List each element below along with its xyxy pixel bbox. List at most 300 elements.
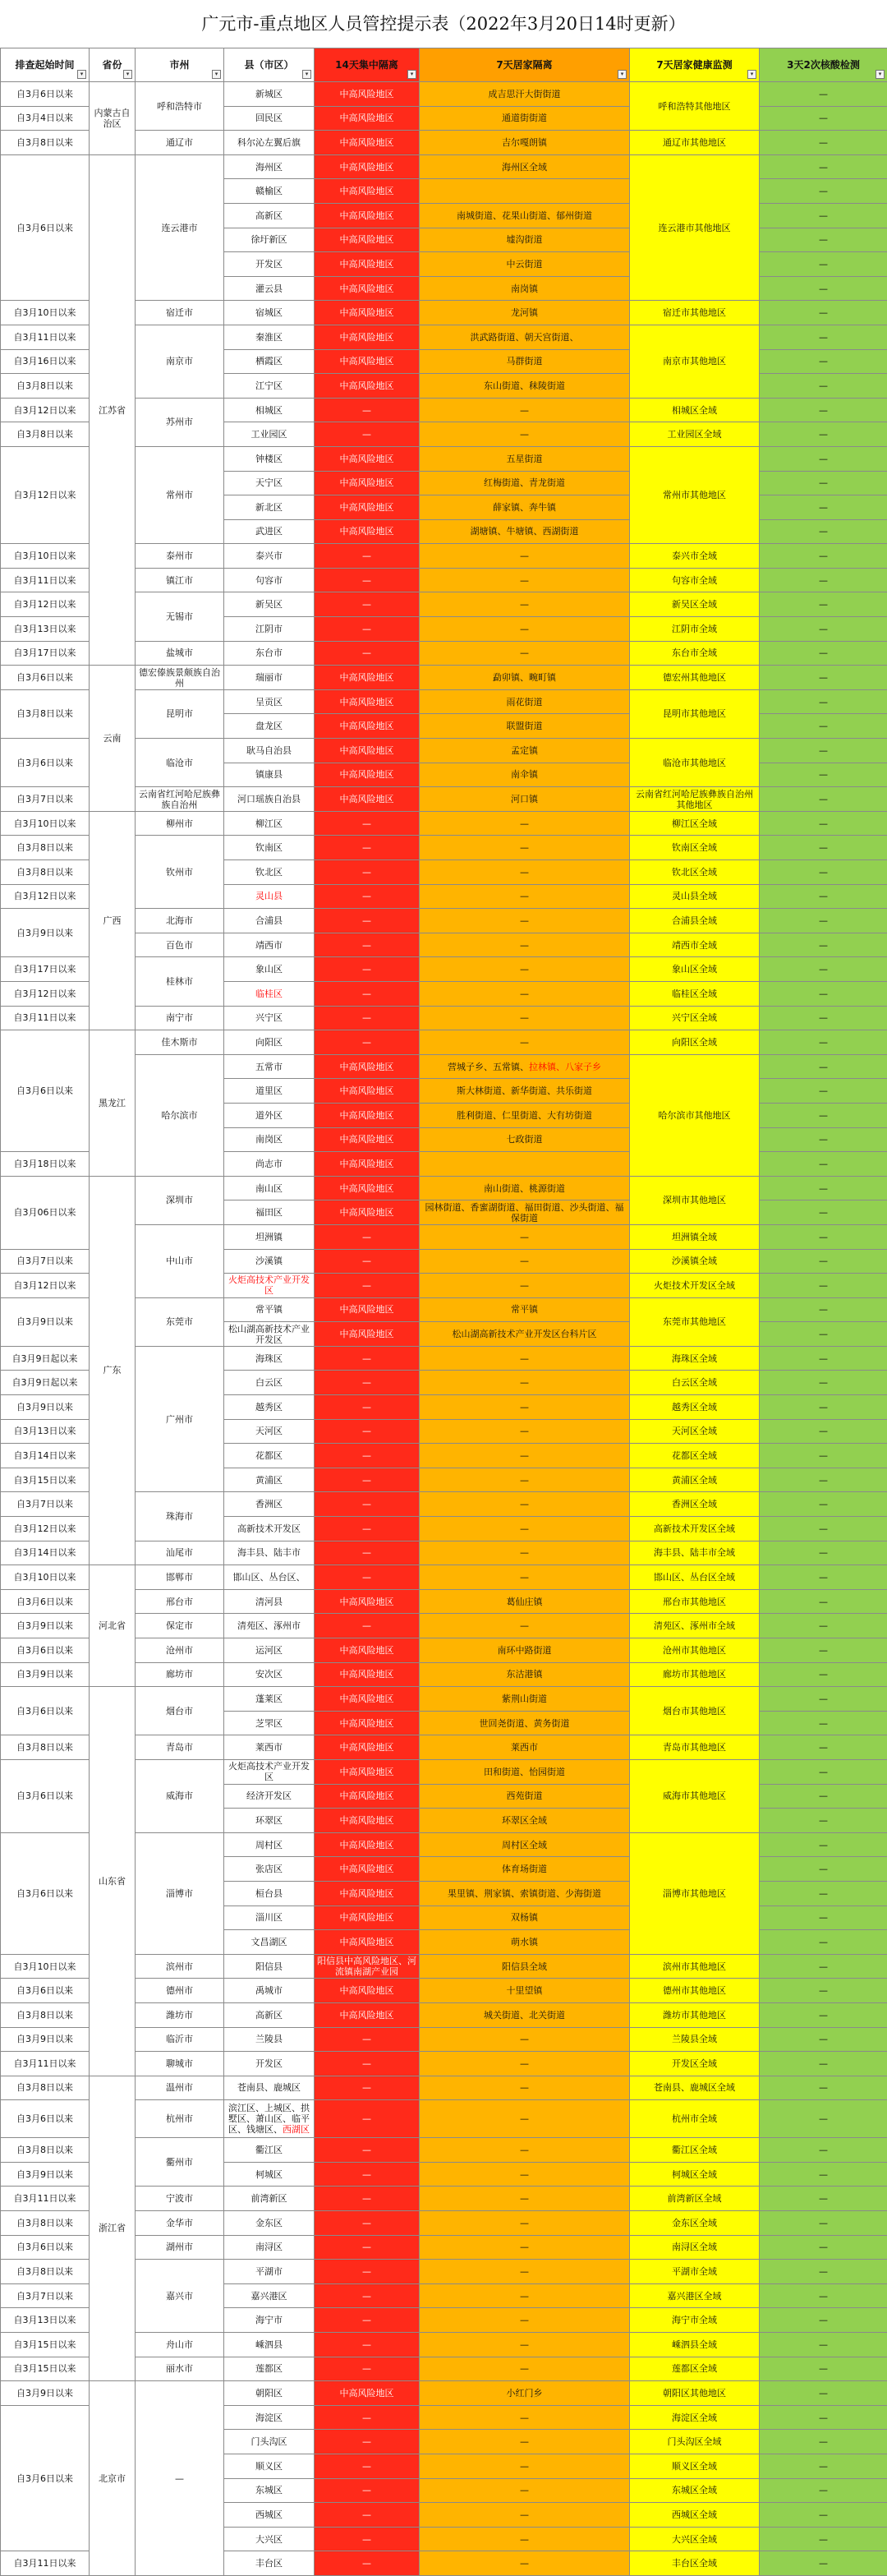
health7-cell[interactable]: 白云区全域 bbox=[630, 1371, 760, 1395]
home7-cell[interactable]: 洪武路街道、朝天宫街道、 bbox=[420, 325, 630, 349]
iso14-cell[interactable]: 中高风险地区 bbox=[315, 1711, 420, 1735]
nat-cell[interactable]: — bbox=[760, 811, 887, 836]
iso14-cell[interactable]: 中高风险地区 bbox=[315, 374, 420, 399]
city-cell[interactable]: 昆明市 bbox=[136, 689, 224, 738]
county-cell[interactable]: 灵山县 bbox=[224, 884, 315, 909]
iso14-cell[interactable]: — bbox=[315, 2308, 420, 2333]
nat-cell[interactable]: — bbox=[760, 1322, 887, 1347]
home7-cell[interactable]: — bbox=[420, 2162, 630, 2187]
home7-cell[interactable]: 薛家镇、奔牛镇 bbox=[420, 495, 630, 520]
iso14-cell[interactable]: 中高风险地区 bbox=[315, 349, 420, 374]
county-cell[interactable]: 香洲区 bbox=[224, 1492, 315, 1517]
nat-cell[interactable]: — bbox=[760, 2283, 887, 2308]
county-cell[interactable]: 海淀区 bbox=[224, 2405, 315, 2430]
start-date-cell[interactable]: 自3月8日以来 bbox=[1, 2002, 90, 2027]
iso14-cell[interactable]: — bbox=[315, 811, 420, 836]
nat-cell[interactable]: — bbox=[760, 860, 887, 885]
iso14-cell[interactable]: 中高风险地区 bbox=[315, 228, 420, 252]
home7-cell[interactable]: 世回尧街道、黄务街道 bbox=[420, 1711, 630, 1735]
city-cell[interactable]: 沧州市 bbox=[136, 1638, 224, 1663]
county-cell[interactable]: 邯山区、丛台区、 bbox=[224, 1565, 315, 1590]
county-cell[interactable]: 海珠区 bbox=[224, 1346, 315, 1371]
health7-cell[interactable]: 淄博市其他地区 bbox=[630, 1832, 760, 1954]
start-date-cell[interactable]: 自3月12日以来 bbox=[1, 981, 90, 1006]
start-date-cell[interactable]: 自3月6日以来 bbox=[1, 1638, 90, 1663]
start-date-cell[interactable]: 自3月06日以来 bbox=[1, 1176, 90, 1249]
start-date-cell[interactable]: 自3月16日以来 bbox=[1, 349, 90, 374]
home7-cell[interactable] bbox=[420, 179, 630, 204]
iso14-cell[interactable]: — bbox=[315, 2100, 420, 2138]
health7-cell[interactable]: 黄浦区全域 bbox=[630, 1468, 760, 1492]
county-cell[interactable]: 西城区 bbox=[224, 2503, 315, 2528]
county-cell[interactable]: 顺义区 bbox=[224, 2454, 315, 2479]
city-cell[interactable]: 呼和浩特市 bbox=[136, 82, 224, 131]
city-cell[interactable]: 邯郸市 bbox=[136, 1565, 224, 1590]
start-date-cell[interactable]: 自3月7日以来 bbox=[1, 1492, 90, 1517]
health7-cell[interactable]: 香洲区全域 bbox=[630, 1492, 760, 1517]
nat-cell[interactable]: — bbox=[760, 2357, 887, 2381]
health7-cell[interactable]: 越秀区全域 bbox=[630, 1395, 760, 1420]
iso14-cell[interactable]: 中高风险地区 bbox=[315, 1176, 420, 1200]
home7-cell[interactable]: — bbox=[420, 568, 630, 592]
county-cell[interactable]: 镇康县 bbox=[224, 763, 315, 787]
start-date-cell[interactable]: 自3月15日以来 bbox=[1, 1468, 90, 1492]
nat-cell[interactable]: — bbox=[760, 471, 887, 495]
home7-cell[interactable]: — bbox=[420, 2211, 630, 2236]
home7-cell[interactable]: — bbox=[420, 2308, 630, 2333]
nat-cell[interactable]: — bbox=[760, 1127, 887, 1152]
start-date-cell[interactable]: 自3月13日以来 bbox=[1, 1419, 90, 1444]
county-cell[interactable]: 松山湖高新技术产业开发区 bbox=[224, 1322, 315, 1347]
nat-cell[interactable]: — bbox=[760, 2052, 887, 2076]
health7-cell[interactable]: 泰兴市全域 bbox=[630, 544, 760, 569]
city-cell[interactable]: 北海市 bbox=[136, 909, 224, 933]
city-cell[interactable]: 滨州市 bbox=[136, 1954, 224, 1979]
start-date-cell[interactable]: 自3月9日以来 bbox=[1, 2027, 90, 2052]
nat-cell[interactable]: — bbox=[760, 1881, 887, 1906]
home7-cell[interactable] bbox=[420, 1152, 630, 1177]
city-cell[interactable]: 盐城市 bbox=[136, 641, 224, 666]
nat-cell[interactable]: — bbox=[760, 2405, 887, 2430]
iso14-cell[interactable]: — bbox=[315, 884, 420, 909]
nat-cell[interactable]: — bbox=[760, 422, 887, 447]
home7-cell[interactable]: — bbox=[420, 933, 630, 957]
health7-cell[interactable]: 昆明市其他地区 bbox=[630, 689, 760, 738]
home7-cell[interactable]: — bbox=[420, 2527, 630, 2551]
health7-cell[interactable]: 兴宁区全域 bbox=[630, 1006, 760, 1030]
start-date-cell[interactable]: 自3月8日以来 bbox=[1, 374, 90, 399]
city-cell[interactable]: 广州市 bbox=[136, 1346, 224, 1492]
home7-cell[interactable]: 松山湖高新技术产业开发区台科片区 bbox=[420, 1322, 630, 1347]
home7-cell[interactable]: — bbox=[420, 592, 630, 617]
health7-cell[interactable]: 前湾新区全域 bbox=[630, 2187, 760, 2211]
home7-cell[interactable]: 园林街道、香蜜湖街道、福田街道、沙头街道、福保街道 bbox=[420, 1200, 630, 1225]
nat-cell[interactable]: — bbox=[760, 787, 887, 812]
start-date-cell[interactable]: 自3月6日以来 bbox=[1, 2235, 90, 2260]
iso14-cell[interactable]: — bbox=[315, 1249, 420, 1274]
header-nat[interactable]: 3天2次核酸检测 ▾ bbox=[760, 48, 887, 82]
home7-cell[interactable]: 体育场街道 bbox=[420, 1857, 630, 1882]
iso14-cell[interactable]: — bbox=[315, 2235, 420, 2260]
home7-cell[interactable]: — bbox=[420, 1517, 630, 1541]
iso14-cell[interactable]: 中高风险地区 bbox=[315, 446, 420, 471]
province-cell[interactable]: 黑龙江 bbox=[90, 1030, 136, 1177]
start-date-cell[interactable]: 自3月6日以来 bbox=[1, 1832, 90, 1954]
city-cell[interactable]: 邢台市 bbox=[136, 1589, 224, 1614]
health7-cell[interactable]: 江阴市全域 bbox=[630, 617, 760, 642]
nat-cell[interactable]: — bbox=[760, 1638, 887, 1663]
iso14-cell[interactable]: 中高风险地区 bbox=[315, 1589, 420, 1614]
city-cell[interactable]: 宁波市 bbox=[136, 2187, 224, 2211]
county-cell[interactable]: 滨江区、上城区、拱墅区、萧山区、临平区、钱塘区、西湖区 bbox=[224, 2100, 315, 2138]
home7-cell[interactable]: — bbox=[420, 641, 630, 666]
home7-cell[interactable]: 成吉思汗大街街道 bbox=[420, 82, 630, 107]
city-cell[interactable]: 汕尾市 bbox=[136, 1541, 224, 1565]
header-start-date[interactable]: 排查起始时间 ▾ bbox=[1, 48, 90, 82]
home7-cell[interactable]: 勐卯镇、畹町镇 bbox=[420, 666, 630, 690]
county-cell[interactable]: 新吴区 bbox=[224, 592, 315, 617]
nat-cell[interactable]: — bbox=[760, 763, 887, 787]
iso14-cell[interactable]: 中高风险地区 bbox=[315, 763, 420, 787]
health7-cell[interactable]: 东城区全域 bbox=[630, 2478, 760, 2503]
home7-cell[interactable]: — bbox=[420, 398, 630, 422]
iso14-cell[interactable]: 中高风险地区 bbox=[315, 301, 420, 325]
county-cell[interactable]: 尚志市 bbox=[224, 1152, 315, 1177]
iso14-cell[interactable]: 中高风险地区 bbox=[315, 1638, 420, 1663]
iso14-cell[interactable]: 中高风险地区 bbox=[315, 131, 420, 155]
iso14-cell[interactable]: 中高风险地区 bbox=[315, 471, 420, 495]
home7-cell[interactable]: — bbox=[420, 1006, 630, 1030]
nat-cell[interactable]: — bbox=[760, 1395, 887, 1420]
iso14-cell[interactable]: 中高风险地区 bbox=[315, 325, 420, 349]
iso14-cell[interactable]: 中高风险地区 bbox=[315, 1297, 420, 1322]
health7-cell[interactable]: 杭州市全域 bbox=[630, 2100, 760, 2138]
home7-cell[interactable]: — bbox=[420, 2187, 630, 2211]
health7-cell[interactable]: 丰台区全域 bbox=[630, 2551, 760, 2576]
county-cell[interactable]: 江阴市 bbox=[224, 617, 315, 642]
home7-cell[interactable]: — bbox=[420, 1541, 630, 1565]
iso14-cell[interactable]: 中高风险地区 bbox=[315, 1881, 420, 1906]
nat-cell[interactable]: — bbox=[760, 1735, 887, 1760]
home7-cell[interactable]: — bbox=[420, 1419, 630, 1444]
city-cell[interactable]: 无锡市 bbox=[136, 592, 224, 641]
county-cell[interactable]: 平湖市 bbox=[224, 2260, 315, 2284]
county-cell[interactable]: 阳信县 bbox=[224, 1954, 315, 1979]
city-cell[interactable]: 云南省红河哈尼族彝族自治州 bbox=[136, 787, 224, 812]
nat-cell[interactable]: — bbox=[760, 374, 887, 399]
home7-cell[interactable]: — bbox=[420, 1030, 630, 1055]
county-cell[interactable]: 前湾新区 bbox=[224, 2187, 315, 2211]
iso14-cell[interactable]: 中高风险地区 bbox=[315, 252, 420, 277]
county-cell[interactable]: 武进区 bbox=[224, 519, 315, 544]
iso14-cell[interactable]: — bbox=[315, 1565, 420, 1590]
home7-cell[interactable]: — bbox=[420, 617, 630, 642]
nat-cell[interactable]: — bbox=[760, 131, 887, 155]
city-cell[interactable]: 钦州市 bbox=[136, 836, 224, 909]
nat-cell[interactable]: — bbox=[760, 1030, 887, 1055]
home7-cell[interactable]: — bbox=[420, 2076, 630, 2100]
city-cell[interactable]: 常州市 bbox=[136, 446, 224, 543]
city-cell[interactable]: 廊坊市 bbox=[136, 1662, 224, 1687]
filter-dropdown-icon[interactable]: ▾ bbox=[747, 70, 756, 79]
home7-cell[interactable]: — bbox=[420, 1249, 630, 1274]
health7-cell[interactable]: 临桂区全域 bbox=[630, 981, 760, 1006]
nat-cell[interactable]: — bbox=[760, 2551, 887, 2576]
start-date-cell[interactable]: 自3月6日以来 bbox=[1, 1759, 90, 1832]
health7-cell[interactable]: 深圳市其他地区 bbox=[630, 1176, 760, 1224]
start-date-cell[interactable]: 自3月7日以来 bbox=[1, 2283, 90, 2308]
county-cell[interactable]: 南浔区 bbox=[224, 2235, 315, 2260]
iso14-cell[interactable]: 中高风险地区 bbox=[315, 1857, 420, 1882]
county-cell[interactable]: 蓬莱区 bbox=[224, 1687, 315, 1712]
start-date-cell[interactable]: 自3月9日以来 bbox=[1, 1614, 90, 1638]
home7-cell[interactable]: — bbox=[420, 2027, 630, 2052]
iso14-cell[interactable]: 中高风险地区 bbox=[315, 1735, 420, 1760]
county-cell[interactable]: 嘉兴港区 bbox=[224, 2283, 315, 2308]
city-cell[interactable]: 苏州市 bbox=[136, 398, 224, 446]
home7-cell[interactable]: 斯大林街道、新华街道、共乐街道 bbox=[420, 1079, 630, 1104]
nat-cell[interactable]: — bbox=[760, 1200, 887, 1225]
start-date-cell[interactable]: 自3月13日以来 bbox=[1, 617, 90, 642]
county-cell[interactable]: 合浦县 bbox=[224, 909, 315, 933]
county-cell[interactable]: 天宁区 bbox=[224, 471, 315, 495]
start-date-cell[interactable]: 自3月9日以来 bbox=[1, 1395, 90, 1420]
header-home7[interactable]: 7天居家隔离 ▾ bbox=[420, 48, 630, 82]
nat-cell[interactable]: — bbox=[760, 1152, 887, 1177]
iso14-cell[interactable]: — bbox=[315, 544, 420, 569]
home7-cell[interactable]: 阳信县全域 bbox=[420, 1954, 630, 1979]
county-cell[interactable]: 朝阳区 bbox=[224, 2381, 315, 2406]
home7-cell[interactable]: — bbox=[420, 1492, 630, 1517]
start-date-cell[interactable]: 自3月8日以来 bbox=[1, 2076, 90, 2100]
health7-cell[interactable]: 天河区全域 bbox=[630, 1419, 760, 1444]
home7-cell[interactable]: 东山街道、秣陵街道 bbox=[420, 374, 630, 399]
county-cell[interactable]: 清河县 bbox=[224, 1589, 315, 1614]
nat-cell[interactable]: — bbox=[760, 2002, 887, 2027]
county-cell[interactable]: 兴宁区 bbox=[224, 1006, 315, 1030]
iso14-cell[interactable]: — bbox=[315, 398, 420, 422]
iso14-cell[interactable]: — bbox=[315, 2503, 420, 2528]
home7-cell[interactable]: — bbox=[420, 836, 630, 860]
health7-cell[interactable]: 顺义区全域 bbox=[630, 2454, 760, 2479]
county-cell[interactable]: 海州区 bbox=[224, 154, 315, 179]
city-cell[interactable]: 南京市 bbox=[136, 325, 224, 398]
county-cell[interactable]: 花都区 bbox=[224, 1444, 315, 1468]
start-date-cell[interactable]: 自3月9日以来 bbox=[1, 2162, 90, 2187]
county-cell[interactable]: 沙溪镇 bbox=[224, 1249, 315, 1274]
county-cell[interactable]: 淄川区 bbox=[224, 1906, 315, 1930]
county-cell[interactable]: 宿城区 bbox=[224, 301, 315, 325]
county-cell[interactable]: 文昌湖区 bbox=[224, 1930, 315, 1955]
start-date-cell[interactable]: 自3月10日以来 bbox=[1, 301, 90, 325]
health7-cell[interactable]: 哈尔滨市其他地区 bbox=[630, 1054, 760, 1176]
iso14-cell[interactable]: 中高风险地区 bbox=[315, 1979, 420, 2003]
filter-dropdown-icon[interactable]: ▾ bbox=[123, 70, 132, 79]
start-date-cell[interactable]: 自3月11日以来 bbox=[1, 2052, 90, 2076]
health7-cell[interactable]: 嘉兴港区全域 bbox=[630, 2283, 760, 2308]
county-cell[interactable]: 安次区 bbox=[224, 1662, 315, 1687]
iso14-cell[interactable]: — bbox=[315, 1468, 420, 1492]
iso14-cell[interactable]: — bbox=[315, 836, 420, 860]
county-cell[interactable]: 科尔沁左翼后旗 bbox=[224, 131, 315, 155]
county-cell[interactable]: 桓台县 bbox=[224, 1881, 315, 1906]
iso14-cell[interactable]: 中高风险地区 bbox=[315, 154, 420, 179]
home7-cell[interactable]: 孟定镇 bbox=[420, 739, 630, 763]
iso14-cell[interactable]: — bbox=[315, 1224, 420, 1249]
start-date-cell[interactable]: 自3月12日以来 bbox=[1, 884, 90, 909]
start-date-cell[interactable]: 自3月11日以来 bbox=[1, 2187, 90, 2211]
city-cell[interactable]: 丽水市 bbox=[136, 2357, 224, 2381]
county-cell[interactable]: 坦洲镇 bbox=[224, 1224, 315, 1249]
health7-cell[interactable]: 柯城区全域 bbox=[630, 2162, 760, 2187]
city-cell[interactable]: 保定市 bbox=[136, 1614, 224, 1638]
county-cell[interactable]: 钦南区 bbox=[224, 836, 315, 860]
city-cell[interactable]: 东莞市 bbox=[136, 1297, 224, 1346]
home7-cell[interactable]: — bbox=[420, 2430, 630, 2454]
county-cell[interactable]: 句容市 bbox=[224, 568, 315, 592]
health7-cell[interactable]: 常州市其他地区 bbox=[630, 446, 760, 543]
iso14-cell[interactable]: 中高风险地区 bbox=[315, 1662, 420, 1687]
iso14-cell[interactable]: 中高风险地区 bbox=[315, 714, 420, 739]
county-cell[interactable]: 高新区 bbox=[224, 203, 315, 228]
home7-cell[interactable]: 联盟街道 bbox=[420, 714, 630, 739]
home7-cell[interactable]: — bbox=[420, 2478, 630, 2503]
city-cell[interactable]: 临沧市 bbox=[136, 739, 224, 787]
health7-cell[interactable]: 临沧市其他地区 bbox=[630, 739, 760, 787]
county-cell[interactable]: 向阳区 bbox=[224, 1030, 315, 1055]
nat-cell[interactable]: — bbox=[760, 1297, 887, 1322]
iso14-cell[interactable]: — bbox=[315, 2430, 420, 2454]
county-cell[interactable]: 苍南县、鹿城区 bbox=[224, 2076, 315, 2100]
health7-cell[interactable]: 连云港市其他地区 bbox=[630, 154, 760, 301]
county-cell[interactable]: 柯城区 bbox=[224, 2162, 315, 2187]
county-cell[interactable]: 高新区 bbox=[224, 2002, 315, 2027]
province-cell[interactable]: 广西 bbox=[90, 811, 136, 1030]
iso14-cell[interactable]: — bbox=[315, 2076, 420, 2100]
header-county[interactable]: 县（市区） ▾ bbox=[224, 48, 315, 82]
county-cell[interactable]: 大兴区 bbox=[224, 2527, 315, 2551]
iso14-cell[interactable]: — bbox=[315, 2138, 420, 2163]
county-cell[interactable]: 清苑区、涿州市 bbox=[224, 1614, 315, 1638]
nat-cell[interactable]: — bbox=[760, 1492, 887, 1517]
home7-cell[interactable]: 十里望镇 bbox=[420, 1979, 630, 2003]
start-date-cell[interactable]: 自3月7日以来 bbox=[1, 787, 90, 812]
start-date-cell[interactable]: 自3月6日以来 bbox=[1, 1030, 90, 1152]
home7-cell[interactable]: — bbox=[420, 1224, 630, 1249]
city-cell[interactable]: 连云港市 bbox=[136, 154, 224, 301]
home7-cell[interactable]: — bbox=[420, 2454, 630, 2479]
home7-cell[interactable]: — bbox=[420, 2357, 630, 2381]
county-cell[interactable]: 衢江区 bbox=[224, 2138, 315, 2163]
county-cell[interactable]: 呈贡区 bbox=[224, 689, 315, 714]
start-date-cell[interactable]: 自3月6日以来 bbox=[1, 739, 90, 787]
nat-cell[interactable]: — bbox=[760, 1954, 887, 1979]
iso14-cell[interactable]: — bbox=[315, 1274, 420, 1298]
health7-cell[interactable]: 朝阳区其他地区 bbox=[630, 2381, 760, 2406]
county-cell[interactable]: 金东区 bbox=[224, 2211, 315, 2236]
county-cell[interactable]: 赣榆区 bbox=[224, 179, 315, 204]
start-date-cell[interactable]: 自3月6日以来 bbox=[1, 82, 90, 107]
city-cell[interactable]: 温州市 bbox=[136, 2076, 224, 2100]
home7-cell[interactable]: — bbox=[420, 1371, 630, 1395]
health7-cell[interactable]: 西城区全域 bbox=[630, 2503, 760, 2528]
start-date-cell[interactable]: 自3月11日以来 bbox=[1, 568, 90, 592]
home7-cell[interactable]: 萌水镇 bbox=[420, 1930, 630, 1955]
nat-cell[interactable]: — bbox=[760, 1249, 887, 1274]
nat-cell[interactable]: — bbox=[760, 2454, 887, 2479]
city-cell[interactable]: 青岛市 bbox=[136, 1735, 224, 1760]
city-cell[interactable]: 杭州市 bbox=[136, 2100, 224, 2138]
home7-cell[interactable]: — bbox=[420, 2551, 630, 2576]
county-cell[interactable]: 周村区 bbox=[224, 1832, 315, 1857]
county-cell[interactable]: 白云区 bbox=[224, 1371, 315, 1395]
start-date-cell[interactable]: 自3月9日以来 bbox=[1, 2381, 90, 2406]
county-cell[interactable]: 钟楼区 bbox=[224, 446, 315, 471]
home7-cell[interactable]: — bbox=[420, 909, 630, 933]
start-date-cell[interactable]: 自3月7日以来 bbox=[1, 1249, 90, 1274]
county-cell[interactable]: 相城区 bbox=[224, 398, 315, 422]
county-cell[interactable]: 海宁市 bbox=[224, 2308, 315, 2333]
home7-cell[interactable]: 环翠区全域 bbox=[420, 1809, 630, 1833]
county-cell[interactable]: 五常市 bbox=[224, 1054, 315, 1079]
iso14-cell[interactable]: — bbox=[315, 568, 420, 592]
nat-cell[interactable]: — bbox=[760, 1006, 887, 1030]
county-cell[interactable]: 高新技术开发区 bbox=[224, 1517, 315, 1541]
header-iso14[interactable]: 14天集中隔离 ▾ bbox=[315, 48, 420, 82]
iso14-cell[interactable]: — bbox=[315, 422, 420, 447]
iso14-cell[interactable]: — bbox=[315, 2187, 420, 2211]
iso14-cell[interactable]: — bbox=[315, 1371, 420, 1395]
start-date-cell[interactable]: 自3月10日以来 bbox=[1, 544, 90, 569]
start-date-cell[interactable]: 自3月6日以来 bbox=[1, 1979, 90, 2003]
city-cell[interactable]: 金华市 bbox=[136, 2211, 224, 2236]
county-cell[interactable]: 临桂区 bbox=[224, 981, 315, 1006]
health7-cell[interactable]: 威海市其他地区 bbox=[630, 1759, 760, 1832]
iso14-cell[interactable]: — bbox=[315, 981, 420, 1006]
county-cell[interactable]: 张店区 bbox=[224, 1857, 315, 1882]
start-date-cell[interactable]: 自3月8日以来 bbox=[1, 836, 90, 860]
home7-cell[interactable]: 龙河镇 bbox=[420, 301, 630, 325]
nat-cell[interactable]: — bbox=[760, 495, 887, 520]
county-cell[interactable]: 运河区 bbox=[224, 1638, 315, 1663]
city-cell[interactable]: 哈尔滨市 bbox=[136, 1054, 224, 1176]
home7-cell[interactable]: — bbox=[420, 2333, 630, 2357]
home7-cell[interactable]: 河口镇 bbox=[420, 787, 630, 812]
filter-dropdown-icon[interactable]: ▾ bbox=[212, 70, 221, 79]
iso14-cell[interactable]: 中高风险地区 bbox=[315, 1784, 420, 1809]
county-cell[interactable]: 天河区 bbox=[224, 1419, 315, 1444]
iso14-cell[interactable]: 中高风险地区 bbox=[315, 276, 420, 301]
health7-cell[interactable]: 沙溪镇全域 bbox=[630, 1249, 760, 1274]
home7-cell[interactable]: 常平镇 bbox=[420, 1297, 630, 1322]
county-cell[interactable]: 道里区 bbox=[224, 1079, 315, 1104]
county-cell[interactable]: 泰兴市 bbox=[224, 544, 315, 569]
county-cell[interactable]: 河口瑶族自治县 bbox=[224, 787, 315, 812]
county-cell[interactable]: 钦北区 bbox=[224, 860, 315, 885]
iso14-cell[interactable]: 中高风险地区 bbox=[315, 1906, 420, 1930]
city-cell[interactable]: 聊城市 bbox=[136, 2052, 224, 2076]
nat-cell[interactable]: — bbox=[760, 349, 887, 374]
province-cell[interactable]: 内蒙古自治区 bbox=[90, 82, 136, 155]
home7-cell[interactable]: 胜利街道、仁里街道、大有坊街道 bbox=[420, 1103, 630, 1127]
nat-cell[interactable]: — bbox=[760, 2138, 887, 2163]
start-date-cell[interactable]: 自3月8日以来 bbox=[1, 689, 90, 738]
nat-cell[interactable]: — bbox=[760, 592, 887, 617]
home7-cell[interactable]: — bbox=[420, 1395, 630, 1420]
province-cell[interactable]: 河北省 bbox=[90, 1565, 136, 1687]
nat-cell[interactable]: — bbox=[760, 568, 887, 592]
health7-cell[interactable]: 花都区全域 bbox=[630, 1444, 760, 1468]
